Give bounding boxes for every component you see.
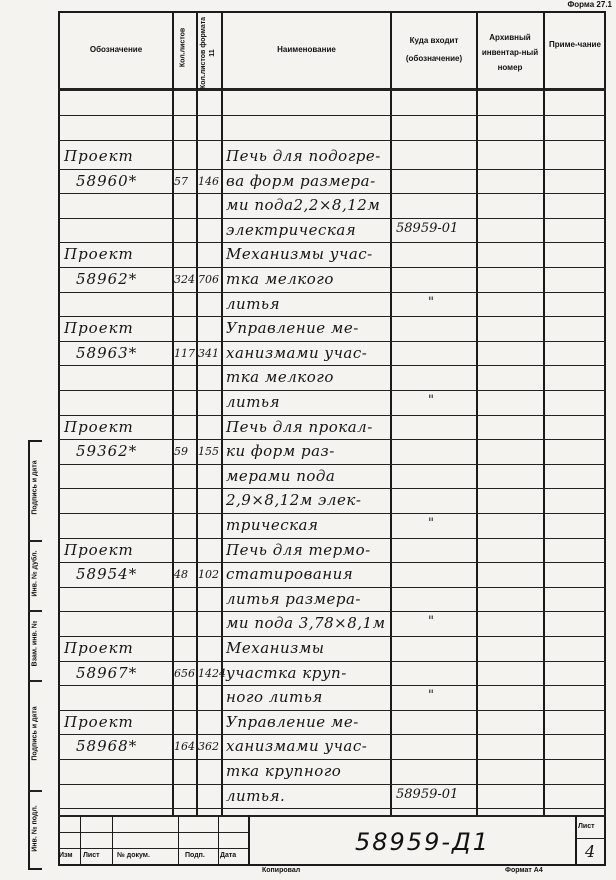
cell-c1: Проект: [64, 147, 134, 165]
row-line: [58, 464, 606, 465]
footer-podp: Подп.: [185, 852, 205, 859]
row-line: [58, 685, 606, 686]
cell-c3: 102: [198, 568, 219, 582]
cell-name: 2,9×8,12м элек-: [226, 491, 362, 510]
row-line: [58, 169, 606, 170]
header-designation: Обозначение: [89, 45, 143, 54]
cell-c3: 146: [198, 174, 219, 188]
cell-where: ": [428, 688, 434, 704]
col-line-6: [543, 11, 545, 815]
row-line: [58, 562, 606, 563]
blank-row-line: [58, 90, 606, 91]
cell-name: участка круп-: [226, 663, 347, 682]
blank-row-line: [58, 115, 606, 116]
cell-c1: 58960*: [76, 171, 138, 190]
cell-name: Печь для подогре-: [226, 147, 381, 165]
row-line: [58, 808, 606, 809]
row-line: [58, 538, 606, 539]
cell-name: Механизмы учас-: [226, 245, 373, 264]
row-line: [58, 734, 606, 735]
col-line-5: [476, 11, 478, 815]
cell-name: ханизмами учас-: [226, 343, 368, 362]
cell-name: ва форм размера-: [226, 171, 376, 190]
cell-name: ки форм раз-: [226, 442, 335, 461]
title-block-top: [58, 815, 606, 817]
cell-c1: Проект: [64, 540, 134, 559]
document-code: 58959-Д1: [355, 828, 491, 856]
cell-name: ми пода2,2×8,12м: [226, 196, 381, 215]
cell-c1: Проект: [64, 417, 134, 436]
cell-c1: 58967*: [76, 663, 138, 682]
cell-name: ми пода 3,78×8,1м: [226, 614, 386, 633]
cell-name: литья.: [226, 786, 286, 805]
row-line: [58, 636, 606, 637]
cell-name: литья размера-: [226, 589, 361, 608]
row-line: [58, 710, 606, 711]
sheet-label: Лист: [578, 823, 595, 830]
cell-name: ного литья: [226, 688, 323, 707]
row-line: [58, 784, 606, 785]
cell-c2: 59: [174, 445, 188, 459]
cell-where: ": [428, 294, 434, 310]
cell-c3: 362: [198, 740, 219, 754]
cell-c1: 58963*: [76, 343, 138, 362]
row-line: [58, 267, 606, 268]
row-line: [58, 611, 606, 612]
row-line: [58, 341, 606, 342]
blank-row-line: [58, 140, 606, 141]
side-label-2: Инв. № дубл.: [31, 550, 39, 597]
side-label-3: Взам. инв. №: [31, 620, 39, 667]
side-label-5: Инв. № подл.: [31, 805, 39, 852]
header-sheets: Кол.листов: [179, 27, 187, 68]
row-line: [58, 587, 606, 588]
header-name: Наименование: [277, 45, 336, 54]
cell-where: ": [428, 393, 434, 408]
cell-name: тка мелкого: [226, 270, 334, 288]
header-archive: Архивный инвентар-ный номер: [481, 33, 539, 72]
cell-c1: 58968*: [76, 737, 138, 756]
col-line-1: [172, 11, 174, 815]
cell-name: Управление ме-: [226, 319, 359, 338]
row-line: [58, 513, 606, 514]
cell-name: электрическая: [226, 220, 357, 239]
cell-c1: Проект: [64, 639, 134, 657]
row-line: [58, 316, 606, 317]
col-line-4: [390, 11, 392, 815]
cell-name: мерами пода: [226, 466, 336, 485]
cell-where: 58959-01: [396, 220, 459, 236]
row-line: [58, 365, 606, 366]
cell-c2: 656: [174, 666, 195, 680]
cell-c2: 57: [174, 174, 188, 188]
cell-name: Управление ме-: [226, 712, 359, 731]
footer-list: Лист: [83, 852, 100, 859]
cell-c3: 155: [198, 445, 219, 459]
row-line: [58, 390, 606, 391]
cell-c3: 706: [198, 273, 219, 286]
side-label-1: Подпись и дата: [31, 460, 39, 515]
cell-c1: Проект: [64, 319, 134, 338]
cell-name: литья: [226, 393, 281, 411]
side-label-4: Подпись и дата: [31, 706, 39, 761]
footer-doc: № докум.: [117, 852, 150, 859]
row-line: [58, 242, 606, 243]
row-line: [58, 759, 606, 760]
cell-c2: 117: [174, 346, 195, 360]
copied-label: Копировал: [262, 867, 301, 874]
cell-where: 58959-01: [396, 786, 459, 802]
cell-name: Печь для прокал-: [226, 417, 373, 436]
footer-date: Дата: [220, 852, 237, 859]
cell-name: Механизмы: [226, 639, 325, 657]
header-note: Приме-чание: [549, 40, 601, 49]
row-line: [58, 439, 606, 440]
row-line: [58, 661, 606, 662]
cell-where: ": [428, 516, 434, 531]
sheet-number: 4: [585, 842, 596, 861]
col-line-2: [196, 11, 198, 815]
cell-name: тка мелкого: [226, 368, 334, 387]
row-line: [58, 415, 606, 416]
cell-c3: 1424: [198, 666, 226, 680]
format-label: Формат А4: [505, 867, 543, 874]
cell-c3: 341: [198, 346, 219, 360]
cell-c2: 324: [174, 273, 195, 286]
row-line: [58, 193, 606, 194]
header-sheets-format: Кол.листов формата 11: [200, 16, 216, 90]
col-line-3: [221, 11, 223, 815]
cell-c1: 59362*: [76, 442, 138, 461]
cell-name: литья: [226, 294, 281, 313]
cell-c2: 164: [174, 740, 195, 754]
cell-c2: 48: [174, 568, 188, 582]
cell-name: статирования: [226, 565, 354, 584]
cell-name: трическая: [226, 516, 319, 534]
cell-name: тка крупного: [226, 762, 342, 780]
row-line: [58, 488, 606, 489]
cell-c1: 58954*: [76, 565, 138, 584]
form-label: Форма 27.1: [567, 0, 612, 9]
cell-name: Печь для термо-: [226, 540, 371, 559]
cell-c1: Проект: [64, 712, 134, 731]
cell-where: ": [428, 614, 434, 630]
cell-c1: Проект: [64, 245, 134, 264]
header-where-used: Куда входит (обозначение): [405, 36, 463, 63]
row-line: [58, 292, 606, 293]
row-line: [58, 218, 606, 219]
footer-izm: Изм: [59, 852, 73, 859]
cell-name: ханизмами учас-: [226, 737, 368, 756]
cell-c1: 58962*: [76, 270, 138, 288]
